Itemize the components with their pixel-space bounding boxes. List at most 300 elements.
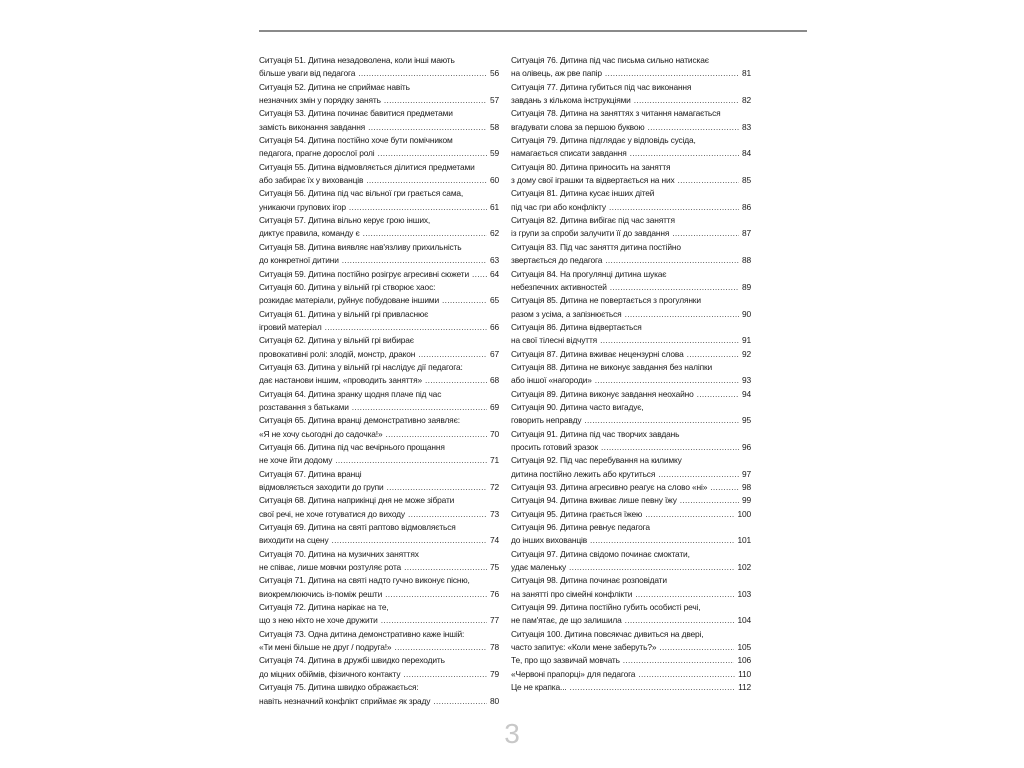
dot-leader xyxy=(404,561,487,574)
dot-leader xyxy=(358,67,487,80)
toc-entry xyxy=(259,681,499,708)
toc-entry xyxy=(259,281,499,308)
toc-page-number: 57 xyxy=(489,95,499,106)
toc-page-number: 76 xyxy=(489,588,499,599)
toc-entry xyxy=(511,348,751,361)
toc-entry-last-line xyxy=(259,147,499,160)
toc-entry-text: просить готовий зразок xyxy=(511,441,598,452)
toc-page-number: 58 xyxy=(489,121,499,132)
toc-entry xyxy=(259,548,499,575)
dot-leader xyxy=(658,468,739,481)
dot-leader xyxy=(590,534,734,547)
dot-leader xyxy=(630,147,739,160)
toc-entry-text: намагається списати завдання xyxy=(511,148,627,159)
dot-leader xyxy=(335,454,487,467)
toc-entry-last-line xyxy=(259,201,499,214)
toc-entry-text: удає маленьку xyxy=(511,562,566,573)
toc-entry-text: Ситуація 53. Дитина починає бавитися предметами xyxy=(259,108,453,119)
toc-entry-text: дитина постійно лежить або крутиться xyxy=(511,468,656,479)
toc-page-number: 68 xyxy=(489,375,499,386)
toc-entry-text: небезпечних активностей xyxy=(511,281,607,292)
toc-entry-text: Ситуація 97. Дитина свідомо починає смоктати, xyxy=(511,548,690,559)
toc-entry-last-line xyxy=(259,641,499,654)
toc-page-number: 98 xyxy=(741,482,751,492)
toc-entry-last-line xyxy=(259,374,499,387)
dot-leader xyxy=(601,441,739,454)
toc-entry-text: Ситуація 87. Дитина вживає нецензурні слова xyxy=(511,348,684,359)
toc-entry-text: Ситуація 95. Дитина грається їжею xyxy=(511,508,643,519)
toc-page-number: 99 xyxy=(741,495,751,506)
toc-entry-text: Ситуація 77. Дитина губиться під час виконання xyxy=(511,81,692,92)
toc-entry-text: Ситуація 89. Дитина виконує завдання неохайно xyxy=(511,388,694,399)
toc-entry-text: із групи за спроби залучити її до завдання xyxy=(511,228,670,239)
toc-entry xyxy=(511,521,751,548)
toc-entry-text: Ситуація 64. Дитина зранку щодня плаче під час xyxy=(259,388,442,399)
dot-leader xyxy=(645,508,734,521)
toc-entry-text: Ситуація 63. Дитина у вільній грі наслідує дії педагога: xyxy=(259,361,463,372)
toc-entry-text: Ситуація 94. Дитина вживає лише певну їжу xyxy=(511,495,677,506)
toc-entry-text: Ситуація 57. Дитина вільно керує грою інших, xyxy=(259,215,431,226)
toc-entry-last-line xyxy=(511,494,751,507)
toc-entry-last-line xyxy=(259,481,499,494)
toc-page-number: 84 xyxy=(741,148,751,159)
toc-entry-last-line xyxy=(511,534,751,547)
toc-entry-text: Ситуація 54. Дитина постійно хоче бути помічником xyxy=(259,135,453,146)
toc-entry-last-line xyxy=(259,588,499,601)
toc-entry-last-line xyxy=(511,588,751,601)
toc-entry-last-line xyxy=(511,561,751,574)
toc-page-number: 96 xyxy=(741,441,751,452)
toc-entry-last-line xyxy=(511,614,751,627)
toc-entry-text: «Ти мені більше не друг / подруга!» xyxy=(259,642,392,653)
toc-entry-text: Ситуація 93. Дитина агресивно реагує на слово «ні» xyxy=(511,482,708,492)
toc-entry-text: Ситуація 79. Дитина підглядає у відповідь сусіда, xyxy=(511,135,696,146)
toc-entry-text: Ситуація 62. Дитина у вільній грі вибирає xyxy=(259,335,414,346)
toc-entry-last-line xyxy=(511,147,751,160)
toc-entry-text: Ситуація 80. Дитина приносить на заняття xyxy=(511,161,671,172)
toc-entry-last-line xyxy=(511,468,751,481)
dot-leader xyxy=(418,348,487,361)
dot-leader xyxy=(623,654,735,667)
toc-entry xyxy=(511,428,751,455)
toc-entry xyxy=(511,294,751,321)
toc-entry-last-line xyxy=(259,94,499,107)
dot-leader xyxy=(584,414,739,427)
toc-entry-text: виокремлюючись із-поміж решти xyxy=(259,588,383,599)
toc-entry-last-line xyxy=(259,321,499,334)
toc-entry xyxy=(511,681,751,694)
toc-page-number: 70 xyxy=(489,428,499,439)
toc-entry xyxy=(259,494,499,521)
dot-leader xyxy=(349,201,487,214)
toc-page-number: 86 xyxy=(741,201,751,212)
dot-leader xyxy=(697,388,739,401)
toc-page-number: 105 xyxy=(737,642,751,653)
toc-entry-last-line xyxy=(259,534,499,547)
dot-leader xyxy=(403,668,487,681)
toc-entry-text: більше уваги від педагога xyxy=(259,68,356,79)
toc-entry xyxy=(259,268,499,281)
toc-page-number: 88 xyxy=(741,255,751,266)
toc-entry xyxy=(511,481,751,494)
toc-entry-text: Ситуація 99. Дитина постійно губить особисті речі, xyxy=(511,602,701,613)
toc-entry-text: разом з усіма, а запізнюється xyxy=(511,308,622,319)
toc-entry xyxy=(259,241,499,268)
toc-entry-last-line xyxy=(259,268,499,281)
toc-page-number: 110 xyxy=(738,668,751,679)
toc-page-number: 74 xyxy=(489,535,499,546)
dot-leader xyxy=(352,401,487,414)
toc-entry-text: Ситуація 100. Дитина повсякчас дивиться на двері, xyxy=(511,628,704,639)
toc-entry xyxy=(259,214,499,241)
toc-entry-text: Ситуація 72. Дитина нарікає на те, xyxy=(259,602,389,613)
toc-entry xyxy=(511,454,751,481)
toc-entry xyxy=(511,574,751,601)
toc-entry-text: Ситуація 75. Дитина швидко ображається: xyxy=(259,682,419,693)
toc-entry-text: Ситуація 78. Дитина на заняттях з читання намагається xyxy=(511,108,721,119)
toc-page-number: 103 xyxy=(737,588,751,599)
toc-entry-text: Ситуація 55. Дитина відмовляється ділитися предметами xyxy=(259,161,475,172)
dot-leader xyxy=(610,281,739,294)
toc-entry xyxy=(511,654,751,667)
toc-entry-text: «Червоні прапорці» для педагога xyxy=(511,668,636,679)
toc-entry-last-line xyxy=(511,227,751,240)
dot-leader xyxy=(569,561,734,574)
toc-entry-text: Ситуація 71. Дитина на святі надто гучно виконує пісню, xyxy=(259,575,470,586)
dot-leader xyxy=(638,668,735,681)
toc-entry-text: часто запитує: «Коли мене заберуть?» xyxy=(511,642,657,653)
toc-entry-last-line xyxy=(511,388,751,401)
toc-entry-last-line xyxy=(511,508,751,521)
toc-entry-text: Ситуація 61. Дитина у вільній грі привласнює xyxy=(259,308,429,319)
toc-entry xyxy=(259,161,499,188)
toc-page-number: 106 xyxy=(737,655,751,666)
toc-entry xyxy=(511,361,751,388)
toc-entry xyxy=(511,601,751,628)
toc-entry-text: Ситуація 88. Дитина не виконує завдання без наліпки xyxy=(511,361,713,372)
toc-entry-last-line xyxy=(259,174,499,187)
toc-entry xyxy=(259,334,499,361)
dot-leader xyxy=(433,695,487,708)
dot-leader xyxy=(342,254,487,267)
toc-entry-text: Ситуація 84. На прогулянці дитина шукає xyxy=(511,268,667,279)
toc-entry-last-line xyxy=(259,401,499,414)
toc-entry-last-line xyxy=(259,348,499,361)
toc-entry-text: під час гри або конфлікту xyxy=(511,201,606,212)
toc-page-number: 89 xyxy=(741,281,751,292)
toc-entry xyxy=(259,388,499,415)
toc-entry-text: або забирає їх у вихованців xyxy=(259,175,364,186)
dot-leader xyxy=(408,508,487,521)
dot-leader xyxy=(605,67,739,80)
toc-entry-last-line xyxy=(511,654,751,667)
toc-entry-last-line xyxy=(259,695,499,708)
toc-page-number: 82 xyxy=(741,95,751,106)
toc-column-left xyxy=(259,54,499,708)
toc-entry-last-line xyxy=(511,174,751,187)
toc-page-number: 90 xyxy=(741,308,751,319)
toc-entry xyxy=(259,468,499,495)
toc-entry-last-line xyxy=(259,254,499,267)
toc-entry-text: педагога, прагне дорослої ролі xyxy=(259,148,375,159)
toc-page-number: 75 xyxy=(489,562,499,573)
toc-entry-last-line xyxy=(511,334,751,347)
toc-entry-text: Ситуація 73. Одна дитина демонстративно каже іншій: xyxy=(259,628,465,639)
toc-page-number: 97 xyxy=(741,468,751,479)
toc-page-number: 85 xyxy=(741,175,751,186)
dot-leader xyxy=(659,641,734,654)
toc-entry-text: Ситуація 85. Дитина не повертається з прогулянки xyxy=(511,295,701,306)
toc-entry-text: Ситуація 91. Дитина під час творчих завдань xyxy=(511,428,680,439)
toc-entry-text: Ситуація 74. Дитина в дружбі швидко переходить xyxy=(259,655,445,666)
toc-entry-text: провокативні ролі: злодій, монстр, дракон xyxy=(259,348,416,359)
toc-entry-text: виходити на сцену xyxy=(259,535,329,546)
toc-entry-text: свої речі, не хоче готуватися до виходу xyxy=(259,508,405,519)
dot-leader xyxy=(363,227,487,240)
toc-entry xyxy=(259,441,499,468)
toc-entry-text: «Я не хочу сьогодні до садочка!» xyxy=(259,428,383,439)
toc-entry xyxy=(511,668,751,681)
toc-page-number: 67 xyxy=(489,348,499,359)
toc-page-number: 77 xyxy=(489,615,499,626)
dot-leader xyxy=(648,121,739,134)
dot-leader xyxy=(595,374,739,387)
toc-entry-text: що з нею ніхто не хоче дружити xyxy=(259,615,378,626)
toc-entry-text: уникаючи групових ігор xyxy=(259,201,346,212)
toc-entry-text: на занятті про сімейні конфлікти xyxy=(511,588,633,599)
toc-page-number: 60 xyxy=(489,175,499,186)
toc-entry-text: дає настанови іншим, «проводить заняття» xyxy=(259,375,422,386)
toc-entry xyxy=(259,54,499,81)
toc-entry xyxy=(511,401,751,428)
toc-entry-text: Ситуація 90. Дитина часто вигадує, xyxy=(511,401,644,412)
toc-entry xyxy=(511,81,751,108)
toc-entry xyxy=(259,134,499,161)
toc-page-number: 71 xyxy=(489,455,499,466)
toc-entry-text: Ситуація 58. Дитина виявляє нав'язливу прихильність xyxy=(259,241,462,252)
dot-leader xyxy=(678,174,739,187)
dot-leader xyxy=(384,94,487,107)
dot-leader xyxy=(385,588,487,601)
toc-entry-text: до інших вихованців xyxy=(511,535,588,546)
toc-page-number: 93 xyxy=(741,375,751,386)
toc-page-number: 73 xyxy=(489,508,499,519)
toc-page-number: 66 xyxy=(489,321,499,332)
toc-entry-text: Ситуація 68. Дитина наприкінці дня не може зібрати xyxy=(259,495,455,506)
toc-entry xyxy=(511,268,751,295)
toc-entry-last-line xyxy=(511,121,751,134)
dot-leader xyxy=(325,321,487,334)
page-number: 3 xyxy=(504,718,520,749)
toc-entry xyxy=(511,134,751,161)
dot-leader xyxy=(710,481,739,494)
toc-entry-text: Ситуація 66. Дитина під час вечірнього прощання xyxy=(259,441,445,452)
toc-page-number: 61 xyxy=(489,201,499,212)
dot-leader xyxy=(387,481,487,494)
toc-page-number: 83 xyxy=(741,121,751,132)
toc-entry xyxy=(259,654,499,681)
toc-entry-text: Ситуація 70. Дитина на музичних заняттях xyxy=(259,548,419,559)
toc-entry xyxy=(511,107,751,134)
toc-page-number: 94 xyxy=(741,388,751,399)
toc-entry-text: вгадувати слова за першою буквою xyxy=(511,121,645,132)
toc-page-number: 79 xyxy=(489,668,499,679)
toc-page-number: 92 xyxy=(741,348,751,359)
dot-leader xyxy=(609,201,739,214)
toc-entry-text: з дому свої іграшки та відвертається на них xyxy=(511,175,675,186)
toc-column-right xyxy=(511,54,751,695)
dot-leader xyxy=(378,147,487,160)
dot-leader xyxy=(605,254,739,267)
toc-entry-text: Ситуація 82. Дитина вибігає під час заняття xyxy=(511,215,675,226)
toc-entry-text: Ситуація 96. Дитина ревнує педагога xyxy=(511,522,650,533)
toc-entry-text: Ситуація 69. Дитина на святі раптово відмовляється xyxy=(259,522,456,533)
toc-entry xyxy=(511,628,751,655)
toc-entry xyxy=(259,601,499,628)
dot-leader xyxy=(366,174,487,187)
toc-entry-text: Ситуація 60. Дитина у вільній грі створює хаос: xyxy=(259,281,436,292)
toc-entry-text: ігровий матеріал xyxy=(259,321,322,332)
toc-entry-last-line xyxy=(259,454,499,467)
toc-entry-last-line xyxy=(511,254,751,267)
toc-page-number: 112 xyxy=(738,682,751,693)
dot-leader xyxy=(394,641,487,654)
dot-leader xyxy=(687,348,739,361)
toc-entry-last-line xyxy=(259,508,499,521)
toc-entry-last-line xyxy=(511,668,751,681)
toc-entry-text: до конкретної дитини xyxy=(259,255,339,266)
toc-page-number: 78 xyxy=(489,642,499,653)
toc-entry-text: замість виконання завдання xyxy=(259,121,366,132)
toc-entry xyxy=(259,628,499,655)
toc-entry-text: говорить неправду xyxy=(511,415,582,426)
toc-entry xyxy=(511,494,751,507)
toc-entry-last-line xyxy=(259,67,499,80)
toc-page-number: 56 xyxy=(489,68,499,79)
dot-leader xyxy=(600,334,739,347)
toc-entry-text: відмовляється заходити до групи xyxy=(259,482,384,492)
toc-entry-text: Ситуація 92. Під час перебування на килимку xyxy=(511,455,682,466)
toc-entry-last-line xyxy=(511,481,751,494)
toc-page-number: 81 xyxy=(741,68,751,79)
toc-entry-text: навіть незначний конфлікт сприймає як зраду xyxy=(259,695,431,706)
toc-entry-text: Ситуація 83. Під час заняття дитина постійно xyxy=(511,241,681,252)
dot-leader xyxy=(635,588,734,601)
toc-entry xyxy=(259,107,499,134)
toc-page-number: 64 xyxy=(489,268,499,279)
top-rule xyxy=(259,30,807,32)
toc-entry-text: незначних змін у порядку занять xyxy=(259,95,381,106)
toc-entry-text: не хоче йти додому xyxy=(259,455,333,466)
toc-entry xyxy=(511,548,751,575)
dot-leader xyxy=(634,94,739,107)
toc-entry-last-line xyxy=(511,374,751,387)
toc-entry-text: Ситуація 52. Дитина не сприймає навіть xyxy=(259,81,410,92)
toc-entry-text: або іншої «нагороди» xyxy=(511,375,592,386)
toc-entry-last-line xyxy=(511,94,751,107)
toc-entry-text: до міцних обіймів, фізичного контакту xyxy=(259,668,401,679)
toc-entry-last-line xyxy=(511,67,751,80)
dot-leader xyxy=(442,294,487,307)
toc-entry xyxy=(259,361,499,388)
toc-entry-last-line xyxy=(511,308,751,321)
dot-leader xyxy=(472,268,487,281)
toc-entry xyxy=(511,54,751,81)
toc-entry-text: завдань з кількома інструкціями xyxy=(511,95,631,106)
toc-entry-text: звертається до педагога xyxy=(511,255,603,266)
toc-entry-text: Ситуація 56. Дитина під час вільної гри грається сама, xyxy=(259,188,464,199)
toc-page-number: 80 xyxy=(489,695,499,706)
toc-entry-last-line xyxy=(511,414,751,427)
toc-entry-last-line xyxy=(259,614,499,627)
dot-leader xyxy=(680,494,739,507)
dot-leader xyxy=(625,614,735,627)
toc-entry-text: Ситуація 86. Дитина відвертається xyxy=(511,321,642,332)
toc-entry-text: Те, про що зазвичай мовчать xyxy=(511,655,620,666)
toc-entry-last-line xyxy=(511,201,751,214)
toc-entry-last-line xyxy=(259,227,499,240)
toc-entry xyxy=(259,81,499,108)
toc-entry xyxy=(511,508,751,521)
toc-entry-text: на свої тілесні відчуття xyxy=(511,335,598,346)
toc-page-number: 59 xyxy=(489,148,499,159)
dot-leader xyxy=(381,614,487,627)
toc-entry xyxy=(511,388,751,401)
dot-leader xyxy=(570,681,736,694)
toc-entry-last-line xyxy=(511,348,751,361)
toc-page-number: 62 xyxy=(489,228,499,239)
toc-entry-last-line xyxy=(511,641,751,654)
dot-leader xyxy=(672,227,739,240)
toc-entry-text: розкидає матеріали, руйнує побудоване іншими xyxy=(259,295,440,306)
toc-page-number: 69 xyxy=(489,401,499,412)
toc-entry xyxy=(259,414,499,441)
toc-entry xyxy=(259,187,499,214)
toc-page-number: 101 xyxy=(737,535,751,546)
toc-entry xyxy=(511,161,751,188)
toc-page-number: 100 xyxy=(737,508,751,519)
toc-page-number: 102 xyxy=(737,562,751,573)
toc-entry-last-line xyxy=(511,441,751,454)
toc-entry-text: Ситуація 59. Дитина постійно розігрує агресивні сюжети xyxy=(259,268,469,279)
toc-entry xyxy=(511,214,751,241)
dot-leader xyxy=(425,374,487,387)
toc-entry-text: диктує правила, команду є xyxy=(259,228,360,239)
toc-entry xyxy=(259,521,499,548)
toc-entry xyxy=(511,241,751,268)
toc-entry-text: на олівець, аж рве папір xyxy=(511,68,602,79)
toc-entry xyxy=(511,321,751,348)
toc-page-number: 91 xyxy=(741,335,751,346)
toc-entry-text: не пам'ятає, де що залишила xyxy=(511,615,622,626)
toc-entry-text: Ситуація 65. Дитина вранці демонстративно заявляє: xyxy=(259,415,460,426)
toc-entry-last-line xyxy=(259,561,499,574)
toc-entry-text: не співає, лише мовчки розтуляє рота xyxy=(259,562,402,573)
dot-leader xyxy=(625,308,739,321)
toc-page-number: 72 xyxy=(489,482,499,492)
toc-entry xyxy=(259,308,499,335)
toc-page-number: 63 xyxy=(489,255,499,266)
toc-entry-text: Ситуація 76. Дитина під час письма сильно натискає xyxy=(511,55,709,65)
toc-entry-text: Ситуація 67. Дитина вранці xyxy=(259,468,362,479)
toc-entry-last-line xyxy=(511,281,751,294)
dot-leader xyxy=(368,121,487,134)
toc-entry-last-line xyxy=(259,294,499,307)
dot-leader xyxy=(385,428,487,441)
toc-entry-last-line xyxy=(259,121,499,134)
toc-entry xyxy=(259,574,499,601)
toc-page-number: 87 xyxy=(741,228,751,239)
